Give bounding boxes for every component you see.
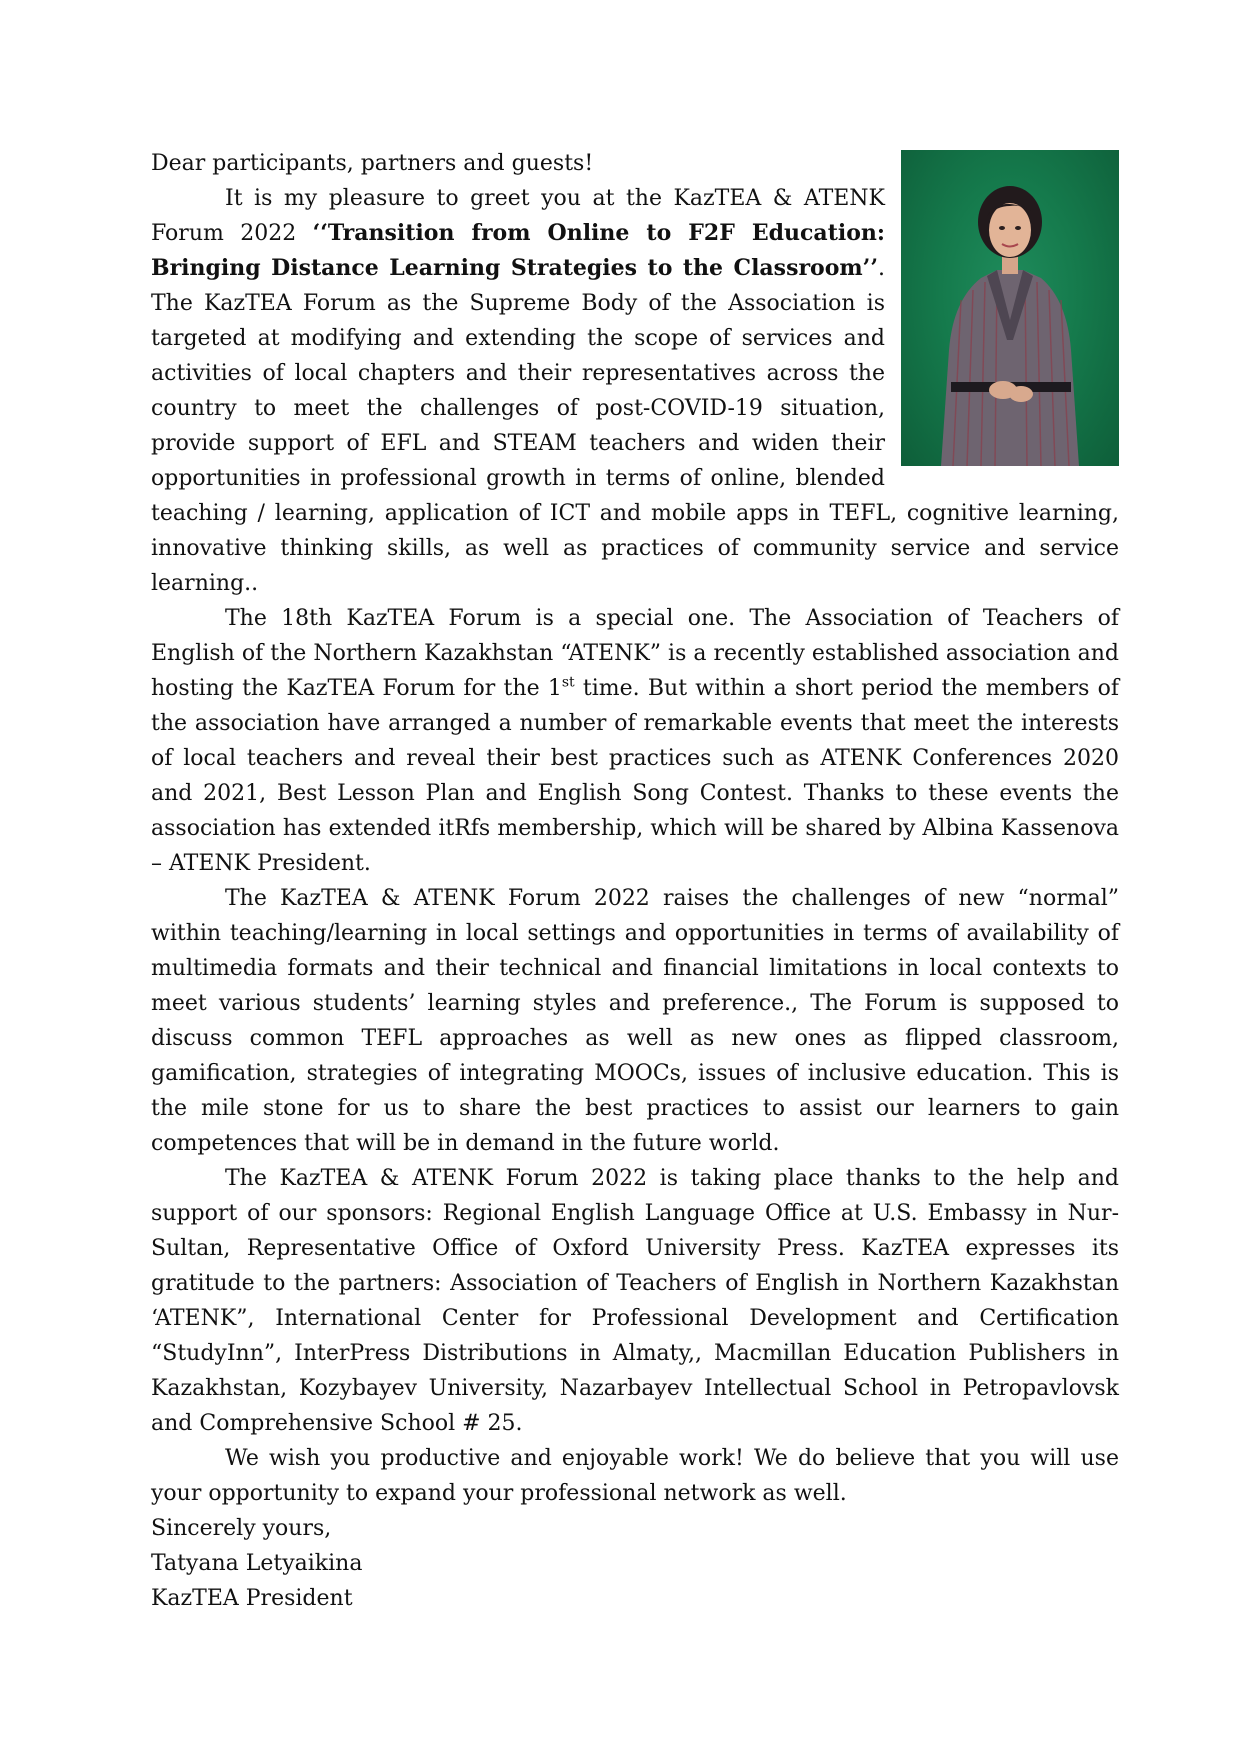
signer-name: Tatyana Letyaikina — [151, 1551, 363, 1576]
paragraph-1-rest: . The KazTEA Forum as the Supreme Body of the Association is targeted at modifying and extending the scope of services and activities of local chapters and their representatives across the country to meet the challenges of post-COVID-19 situation, provide support of EFL and STEAM teachers and widen their opportunities in professional growth in terms of online, blended teaching / learning, application of ICT and mobile apps in TEFL, cognitive learning, innovative thinking skills, as well as practices of community service and service learning.. — [151, 256, 1119, 596]
closing-line: Sincerely yours, — [151, 1516, 332, 1541]
paragraph-2 — [151, 601, 1119, 881]
portrait-icon — [901, 150, 1119, 466]
paragraph-5: We wish you productive and enjoyable work! We do believe that you will use your opportunity to expand your professional network as well. — [151, 1446, 1119, 1506]
forum-theme-title: ‘‘Transition from Online to F2F Education: Bringing Distance Learning Strategies to the Classroom’’ — [151, 220, 885, 281]
paragraph-2-intro: The 18th KazTEA Forum is a special one. The Association of Teachers of English of the Northern Kazakhstan “ATENK” is a recently established association and hosting the KazTEA Forum for the 1 — [151, 606, 1119, 701]
signer-title: KazTEA President — [151, 1586, 353, 1611]
signature-block — [151, 1511, 1119, 1616]
paragraph-4: The KazTEA & ATENK Forum 2022 is taking place thanks to the help and support of our sponsors: Regional English Language Office at U.S. Embassy in Nur-Sultan, Representative Office of Oxford University Press. KazTEA expresses its gratitude to the partners: Association of Teachers of English in Northern Kazakhstan ‘ATENK”, International Center for Professional Development and Certification “StudyInn”, InterPress Distributions in Almaty,, Macmillan Education Publishers in Kazakhstan, Kozybayev University, Nazarbayev Intellectual School in Petropavlovsk and Comprehensive School # 25. — [151, 1166, 1119, 1436]
paragraph-2-rest: time. But within a short period the members of the association have arranged a number of remarkable events that meet the interests of local teachers and reveal their best practices such as ATENK Conferences 2020 and 2021, Best Lesson Plan and English Song Contest. Thanks to these events the association has extended itRfs membership, which will be shared by Albina Kassenova – ATENK President. — [151, 676, 1119, 876]
greeting-line: Dear participants, partners and guests! — [151, 151, 594, 176]
paragraph-1-intro: It is my pleasure to greet you at the KazTEA & ATENK Forum 2022 — [151, 186, 885, 246]
letter-body — [151, 146, 1119, 1616]
president-portrait-photo — [901, 150, 1119, 466]
ordinal-suffix: st — [561, 674, 575, 691]
paragraph-3: The KazTEA & ATENK Forum 2022 raises the challenges of new “normal” within teaching/learning in local settings and opportunities in terms of availability of multimedia formats and their technical and financial limitations in local contexts to meet various students’ learning styles and preference., The Forum is supposed to discuss common TEFL approaches as well as new ones as flipped classroom, gamification, strategies of integrating MOOCs, issues of inclusive education. This is the mile stone for us to share the best practices to assist our learners to gain competences that will be in demand in the future world. — [151, 886, 1119, 1156]
